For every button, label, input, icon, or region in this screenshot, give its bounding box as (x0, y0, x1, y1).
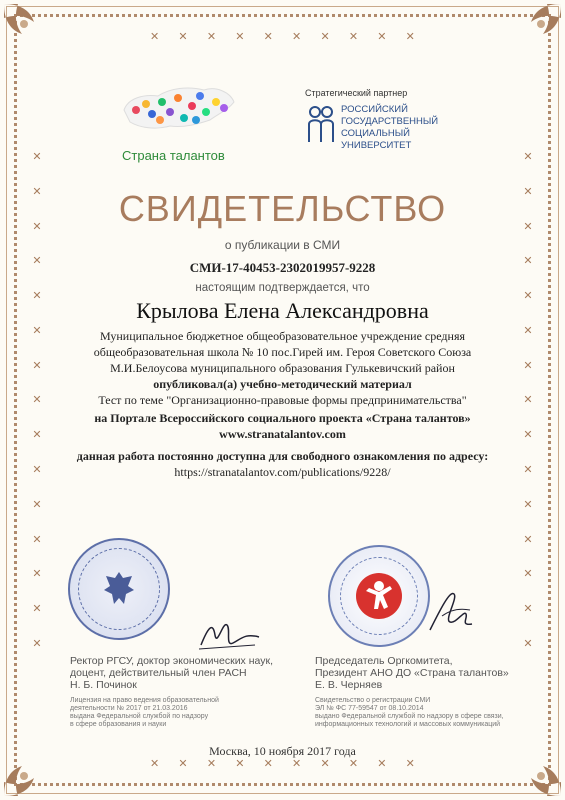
publication-topic: Тест по теме "Организационно-правовые формы предпринимательства" (98, 393, 467, 407)
organization-block: Муниципальное бюджетное общеобразовательное учреждение средняя общеобразовательная школа № 10 пос.Гирей им. Героя Советского Союза М.И.Белоусова муниципального образования Гулькевичский район опубликовал(а) учебно-методический материал Тест по теме "Организационно-правовые формы предпринимательства" (60, 328, 505, 408)
eagle-emblem-icon (102, 568, 136, 608)
certificate-title: СВИДЕТЕЛЬСТВО (118, 188, 447, 229)
recipient-name: Крылова Елена Александровна (136, 298, 429, 323)
strana-talantov-seal (328, 545, 430, 647)
signature-left-icon (195, 615, 265, 655)
signatory-name-left: Н. Б. Починок (70, 679, 137, 691)
strana-talantov-logo (118, 80, 248, 170)
publication-url[interactable]: https://stranatalantov.com/publications/9228/ (174, 465, 391, 479)
signature-block-right: Председатель Оргкомитета, Президент АНО ДО «Страна талантов» Е. В. Черняев Свидетельство о регистрации СМИ ЭЛ № ФС 77-59547 от 08.10.2014 выдано Федеральной службой по надзору в сфере связи, информационных технологий и массовых коммуникаций (315, 655, 525, 729)
bottom-star-border: ✕ ✕ ✕ ✕ ✕ ✕ ✕ ✕ ✕ ✕ (150, 757, 415, 770)
brand-name: Страна талантов (122, 148, 225, 163)
person-emblem-icon (356, 573, 402, 619)
registration-note-right: Свидетельство о регистрации СМИ ЭЛ № ФС 77-59547 от 08.10.2014 выдано Федеральной службой по надзору в сфере связи, информационных технологий и массовых коммуникаций (315, 697, 504, 728)
site-link[interactable]: www.stranatalantov.com (219, 427, 346, 441)
rgsu-seal (68, 538, 170, 640)
corner-ornament-icon (505, 0, 565, 60)
right-star-border: ✕ ✕ ✕ ✕ ✕ ✕ ✕ ✕ ✕ ✕ ✕ ✕ ✕ ✕ ✕ (523, 150, 533, 650)
corner-ornament-icon (0, 0, 60, 60)
university-name: РОССИЙСКИЙ ГОСУДАРСТВЕННЫЙ СОЦИАЛЬНЫЙ УНИВЕРСИТЕТ (341, 104, 439, 151)
signatory-name-right: Е. В. Черняев (315, 679, 383, 691)
issue-date: Москва, 10 ноября 2017 года (209, 744, 356, 758)
signature-block-left: Ректор РГСУ, доктор экономических наук, доцент, действительный член РАСН Н. Б. Починок Лицензия на право ведения образовательной деятельности № 2017 от 21.03.2016 выдана Федеральной службой по надзору в сфере образования и науки (70, 655, 280, 729)
university-logo-icon (305, 104, 337, 144)
certificate-number: СМИ-17-40453-2302019957-9228 (189, 260, 376, 275)
signature-right-icon (420, 580, 480, 640)
top-star-border: ✕ ✕ ✕ ✕ ✕ ✕ ✕ ✕ ✕ ✕ (150, 30, 415, 43)
license-note-left: Лицензия на право ведения образовательной деятельности № 2017 от 21.03.2016 выдана Федеральной службой по надзору в сфере образования и науки (70, 697, 219, 728)
russia-map-icon (118, 80, 238, 140)
published-text: опубликовал(а) учебно-методический материал (153, 377, 412, 391)
certificate-subtitle: о публикации в СМИ (224, 238, 341, 252)
left-star-border: ✕ ✕ ✕ ✕ ✕ ✕ ✕ ✕ ✕ ✕ ✕ ✕ ✕ ✕ ✕ (32, 150, 42, 650)
strategic-partner (305, 88, 485, 151)
partner-caption: Стратегический партнер (305, 88, 408, 98)
portal-block: на Портале Всероссийского социального проекта «Страна талантов» www.stranatalantov.com (60, 410, 505, 442)
availability-block: данная работа постоянно доступна для свободного ознакомления по адресу: https://stranatalantov.com/publications/9228/ (60, 448, 505, 480)
confirm-text: настоящим подтверждается, что (195, 282, 370, 294)
